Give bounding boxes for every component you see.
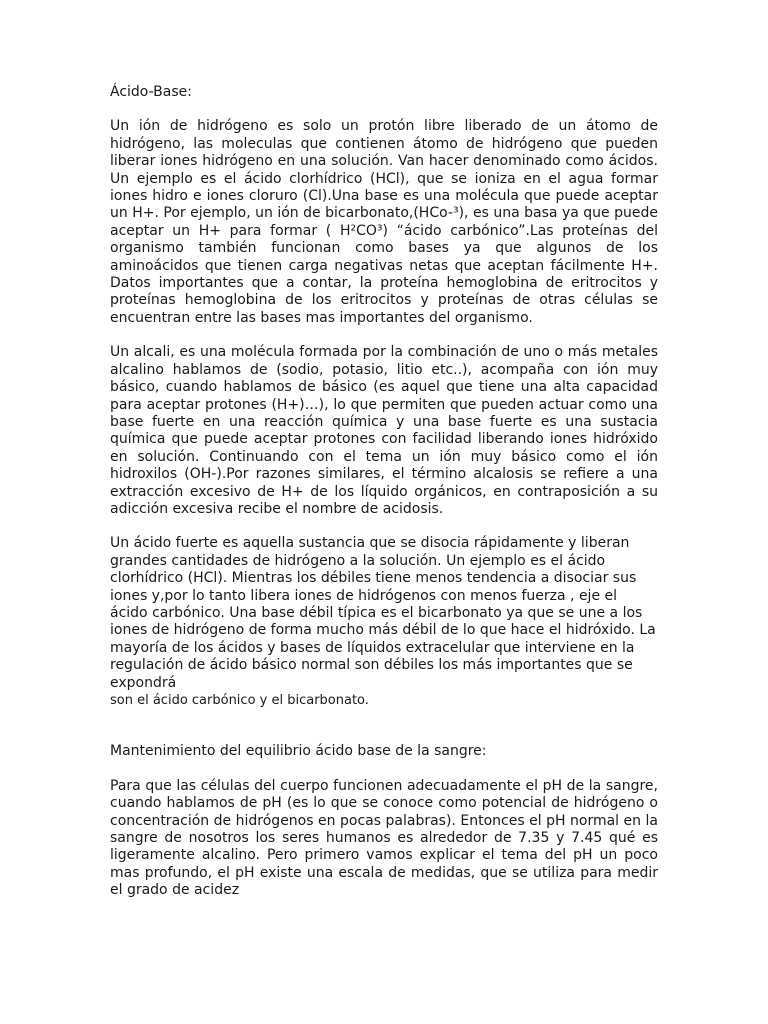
paragraph-strong-weak-acids-tail: son el ácido carbónico y el bicarbonato.	[110, 693, 369, 708]
paragraph-strong-weak-acids-text: Un ácido fuerte es aquella sustancia que se disocia rápidamente y liberan grandes cantidades de hidrógeno a la solución. Un ejemplo es el ácido clorhídrico (HCl). Mientras los débiles tiene menos tendencia a disociar sus iones y,por lo tanto libera iones de hidrógenos con menos fuerza , eje el ácido carbónico. Una base débil típica es el bicarbonato ya que se une a los iones de hidrógeno de forma mucho más débil de lo que hace el hidróxido. La mayoría de los ácidos y bases de líquidos extracelular que interviene en la regulación de ácido básico normal son débiles los más importantes que se expondrá	[110, 535, 656, 691]
paragraph-blood-ph: Para que las células del cuerpo funcionen adecuadamente el pH de la sangre, cuando hablamos de pH (es lo que se conoce como potencial de hidrógeno o concentración de hidrógenos en pocas palabras). Entonces el pH normal en la sangre de nosotros los seres humanos es alrededor de 7.35 y 7.45 qué es ligeramente alcalino. Pero primero vamos explicar el tema del pH un poco mas profundo, el pH existe una escala de medidas, que se utiliza para medir el grado de acidez	[110, 777, 658, 899]
paragraph-acids-bases: Un ión de hidrógeno es solo un protón libre liberado de un átomo de hidrógeno, las moleculas que contienen átomo de hidrógeno que pueden liberar iones hidrógeno en una solución. Van hacer denominado como ácidos. Un ejemplo es el ácido clorhídrico (HCl), que se ioniza en el agua formar iones hidro e iones cloruro (Cl).Una base es una molécula que puede aceptar un H+. Por ejemplo, un ión de bicarbonato,(HCo-³), es una basa ya que puede aceptar un H+ para formar ( H²CO³) “ácido carbónico”.Las proteínas del organismo también funcionan como bases ya que algunos de los aminoácidos que tienen carga negativas netas que aceptan fácilmente H+. Datos importantes que a contar, la proteína hemoglobina de eritrocitos y proteínas hemoglobina de los eritrocitos y proteínas de otras células se encuentran entre las bases mas importantes del organismo.	[110, 118, 658, 326]
document-body	[110, 84, 658, 917]
section-title-blood-balance: Mantenimiento del equilibrio ácido base de la sangre:	[110, 743, 487, 760]
paragraph-strong-weak-acids	[110, 535, 658, 709]
paragraph-alkali: Un alcali, es una molécula formada por la combinación de uno o más metales alcalino hablamos de (sodio, potasio, litio etc..), acompaña con ión muy básico, cuando hablamos de básico (es aquel que tiene una alta capacidad para aceptar protones (H+)…), lo que permiten que pueden actuar como una base fuerte en una reacción química y una base fuerte es una sustacia química que puede aceptar protones con facilidad liberando iones hidróxido en solución. Continuando con el tema un ión muy básico como el ión hidroxilos (OH-).Por razones similares, el término alcalosis se refiere a una extracción excesivo de H+ de los líquido orgánicos, en contraposición a su adicción excesiva recibe el nombre de acidosis.	[110, 344, 658, 517]
document-title: Ácido-Base:	[110, 84, 192, 100]
